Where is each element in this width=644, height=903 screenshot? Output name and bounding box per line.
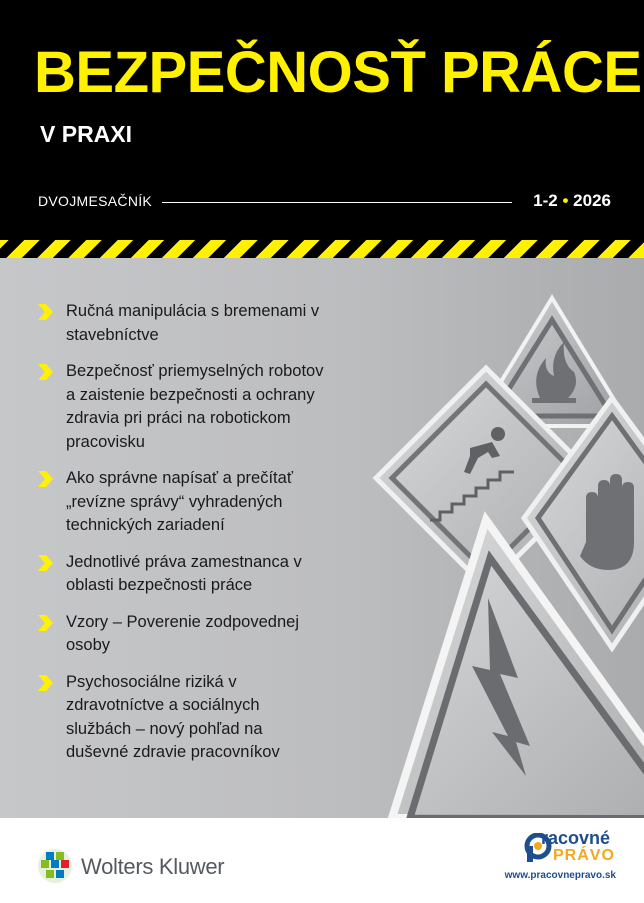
cover-body	[0, 258, 644, 818]
contents-item	[36, 551, 326, 598]
contents-item	[36, 671, 326, 765]
masthead	[0, 0, 644, 240]
contents-item-text: Vzory – Poverenie zodpovednej osoby	[66, 612, 299, 654]
contents-item-text: Bezpečnosť priemyselných robotov a zaistenie bezpečnosti a ochrany zdravia pri práci na robotickom pracovisku	[66, 362, 324, 451]
contents-item-text: Jednotlivé práva zamestnanca v oblasti bezpečnosti práce	[66, 552, 302, 594]
divider-line	[162, 202, 512, 203]
chevron-right-icon	[36, 614, 54, 632]
contents-item-text: Ručná manipulácia s bremenami v stavebníctve	[66, 302, 320, 344]
contents-item	[36, 360, 326, 454]
partner-name-line2: PRÁVO	[553, 847, 615, 864]
chevron-right-icon	[36, 303, 54, 321]
partner-url[interactable]: www.pracovnepravo.sk	[504, 870, 616, 881]
chevron-right-icon	[36, 554, 54, 572]
magazine-subtitle: V PRAXI	[40, 121, 133, 147]
contents-item	[36, 611, 326, 658]
contents-item	[36, 467, 326, 538]
issue-year: 2026	[573, 191, 611, 210]
hazard-stripe	[0, 240, 644, 258]
issue-number: 1-2	[533, 191, 558, 210]
chevron-right-icon	[36, 674, 54, 692]
contents-item-text: Psychosociálne riziká v zdravotníctve a sociálnych službách – nový pohľad na duševné zdravie pracovníkov	[66, 672, 280, 761]
issue-info	[533, 191, 611, 211]
contents-list	[36, 300, 326, 778]
magazine-title: BEZPEČNOSŤ PRÁCE	[34, 40, 642, 105]
contents-item	[36, 300, 326, 347]
issue-separator: •	[562, 191, 569, 210]
footer	[0, 818, 644, 903]
publisher-name: Wolters Kluwer	[81, 854, 225, 879]
frequency-label: DVOJMESAČNÍK	[38, 193, 153, 209]
wolters-kluwer-logo-icon	[37, 848, 73, 884]
chevron-right-icon	[36, 470, 54, 488]
contents-item-text: Ako správne napísať a prečítať „revízne správy“ vyhradených technických zariadení	[66, 469, 294, 534]
partner-name-line1: racovné	[541, 828, 611, 848]
chevron-right-icon	[36, 363, 54, 381]
